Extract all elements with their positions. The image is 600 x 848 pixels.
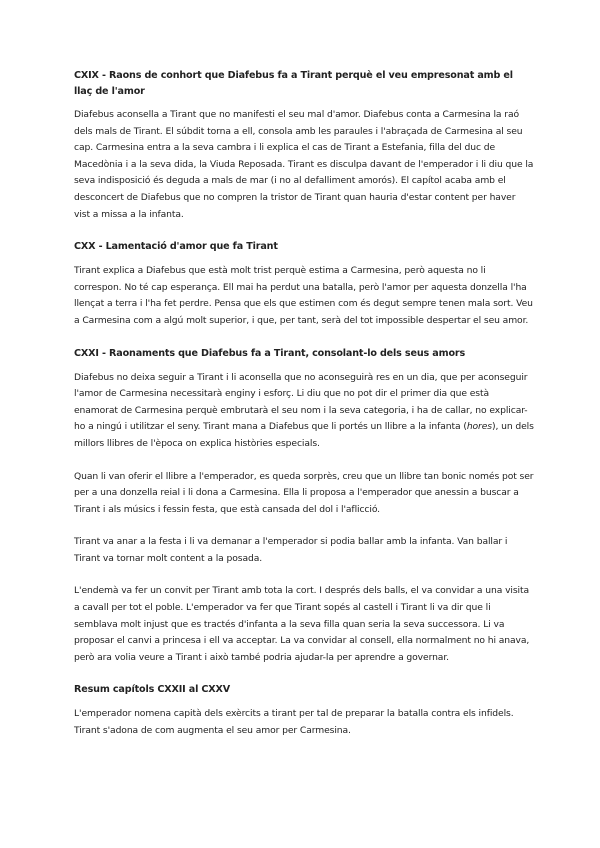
- section-heading: CXXI - Raonaments que Diafebus fa a Tirant, consolant-lo dels seus amors: [74, 347, 466, 359]
- section-cxx: [74, 239, 534, 329]
- paragraph-text: ), un dels millors llibres de l'època on explica històries especials.: [74, 421, 534, 449]
- section-paragraph: [74, 370, 534, 453]
- paragraph-text: Diafebus no deixa seguir a Tirant i li aconsella que no aconseguirà res en un dia, que per aconseguir l'amor de Carmesina necessitarà enginy i esforç. Li diu que no pot dir el primer dia que està enamorat de Carmesina perquè embrutarà el seu nom i la seva categoria, i ha de callar, no explicar-ho a ningú i utilitzar el seny. Tirant mana a Diafebus que li portés un llibre a la infanta (: [74, 371, 528, 433]
- section-paragraph: Tirant va anar a la festa i li va demanar a l'emperador si podia ballar amb la infanta. Van ballar i Tirant va tornar molt content a la posada.: [74, 536, 508, 564]
- section-paragraph: Quan li van oferir el llibre a l'emperador, es queda sorprès, creu que un llibre tan bonic només pot ser per a una donzella reial i li dona a Carmesina. Ella li proposa a l'emperador que anessin a buscar a Tirant i als músics i fessin festa, que està cansada del dol i l'aflicció.: [74, 470, 534, 515]
- section-paragraph: Diafebus aconsella a Tirant que no manifesti el seu mal d'amor. Diafebus conta a Carmesina la raó dels mals de Tirant. El súbdit torna a ell, consola amb les paraules i l'abraçada de Carmesina al seu cap. Carmesina entra a la seva cambra i li explica el cas de Tirant a Estefania, filla del duc de Macedònia i a la seva dida, la Viuda Reposada. Tirant es disculpa davant de l'emperador i li diu que la seva indisposició és deguda a mals de mar (i no al defalliment amorós). El capítol acaba amb el desconcert de Diafebus que no compren la tristor de Tirant quan hauria d'estar content per haver vist a missa a la infanta.: [74, 109, 534, 220]
- section-summary: [74, 682, 534, 739]
- section-paragraph: L'emperador nomena capità dels exèrcits a tirant per tal de preparar la batalla contra els infidels. Tirant s'adona de com augmenta el seu amor per Carmesina.: [74, 708, 514, 737]
- section-heading: CXX - Lamentació d'amor que fa Tirant: [74, 241, 278, 253]
- section-cxix: [74, 68, 534, 223]
- section-heading: CXIX - Raons de conhort que Diafebus fa a Tirant perquè el veu empresonat amb el llaç de l'amor: [74, 70, 513, 97]
- document-page: [74, 68, 534, 756]
- section-paragraph: L'endemà va fer un convit per Tirant amb tota la cort. I després dels balls, el va convidar a una visita a cavall per tot el poble. L'emperador va fer que Tirant sopés al castell i Tirant li va dir que li semblava molt injust que es tractés d'infanta a la seva filla quan seria la seva successora. Li va proposar el canvi a princesa i ell va acceptar. La va convidar al consell, ella normalment no hi anava, però ara volia veure a Tirant i això també podria ajudar-la per aprendre a governar.: [74, 585, 530, 663]
- section-heading: Resum capítols CXXII al CXXV: [74, 684, 231, 696]
- section-paragraph: Tirant explica a Diafebus que està molt trist perquè estima a Carmesina, però aquesta no li correspon. No té cap esperança. Ell mai ha perdut una batalla, però l'amor per aquesta donzella l'ha llençat a terra i l'ha fet perdre. Pensa que els que estimen com és degut sempre tenen mala sort. Veu a Carmesina com a algú molt superior, i que, per tant, serà del tot impossible despertar el seu amor.: [74, 265, 533, 326]
- italic-term: hores: [466, 421, 492, 433]
- section-cxxi: [74, 346, 534, 667]
